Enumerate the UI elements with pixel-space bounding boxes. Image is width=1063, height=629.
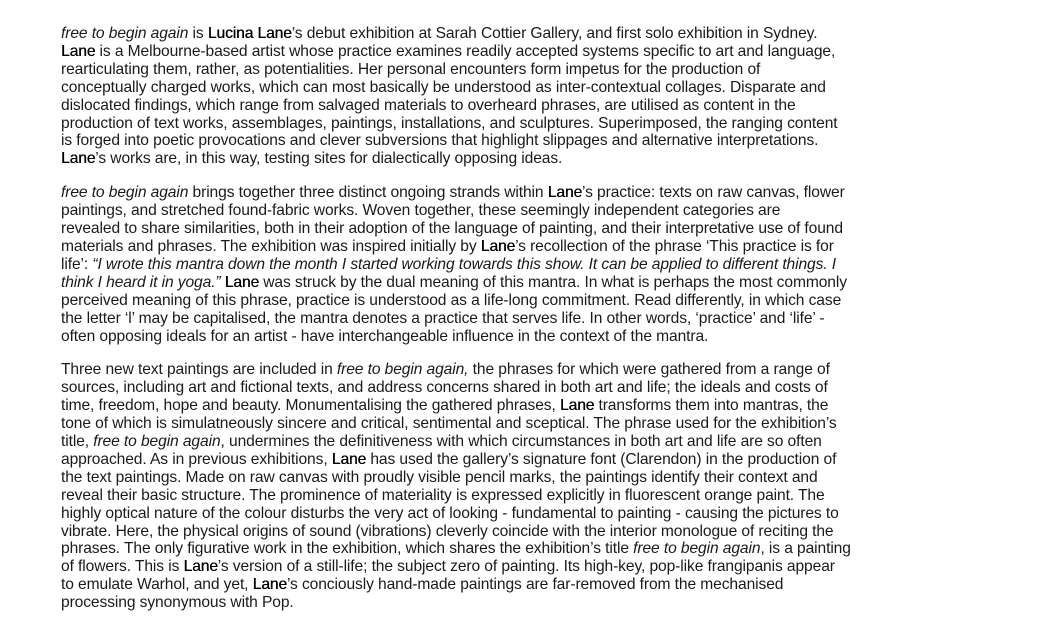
text-run: production of text works, assemblages, paintings, installations, and sculptures. Superimposed, the ranging content (61, 114, 838, 132)
text-line (61, 115, 1021, 133)
text-run: ’s version of a still-life; the subject zero of painting. Its high-key, pop-like frangipanis appear (217, 558, 835, 576)
text-line (61, 43, 1021, 61)
text-line (61, 523, 1021, 541)
text-line (61, 469, 1021, 487)
text-run: the text paintings. Made on raw canvas with proudly visible pencil marks, the paintings identify their context and (61, 468, 818, 486)
text-line (61, 397, 1021, 415)
text-run: transforms them into mantras, the (594, 397, 829, 415)
text-run: brings together three distinct ongoing strands within (188, 184, 548, 202)
text-line (61, 132, 1021, 150)
text-run: life’: (61, 255, 93, 273)
text-run: paintings, and stretched found-fabric works. Woven together, these seemingly independent categories are (61, 202, 781, 220)
text-line (61, 379, 1021, 397)
artist-name: Lucina Lane (207, 25, 292, 42)
text-line (61, 415, 1021, 433)
text-line (61, 292, 1021, 310)
text-run: conceptually charged works, which can most basically be understood as inter-contextual collages. Disparate and (61, 78, 826, 96)
artist-name: Lane (480, 237, 516, 255)
text-line (61, 256, 1021, 274)
text-run: sources, including art and fictional texts, and address concerns shared in both art and life; the ideals and costs of (61, 379, 828, 397)
text-line (61, 576, 1021, 594)
text-run: perceived meaning of this phrase, practice is understood as a life-long commitment. Read differently, in which case (61, 291, 842, 309)
text-run: materials and phrases. The exhibition was inspired initially by (61, 237, 481, 255)
text-run: is forged into poetic provocations and clever subversions that highlight slippages and alternative interpretations. (61, 132, 819, 150)
text-run: ’s debut exhibition at Sarah Cottier Gallery, and first solo exhibition in Sydney. (291, 25, 818, 42)
artist-name: Lane (252, 576, 287, 594)
text-run: rearticulating them, rather, as potentialities. Her personal encounters form impetus for the production of (61, 60, 761, 78)
text-line (61, 184, 1021, 202)
text-line (61, 79, 1021, 97)
italic-run: free to begin again (61, 25, 189, 42)
text-line (61, 238, 1021, 256)
text-run: ’s conciously hand-made paintings are far-removed from the mechanised (286, 576, 784, 594)
italic-run: free to begin again, (336, 361, 469, 379)
text-line (61, 451, 1021, 469)
text-run: phrases. The only figurative work in the exhibition, which shares the exhibition’s title (61, 540, 634, 558)
paragraph-intro (61, 25, 1021, 168)
text-run: the letter ‘l’ may be capitalised, the mantra denotes a practice that serves life. In other words, ‘practice’ and ‘life’ - (61, 309, 825, 327)
text-run: was struck by the dual meaning of this mantra. In what is perhaps the most commonly (259, 273, 847, 291)
text-run: is a Melbourne-based artist whose practice examines readily accepted systems specific to art and language, (95, 42, 836, 60)
text-line (61, 433, 1021, 451)
artist-name: Lane (331, 450, 367, 468)
text-run: title, (61, 433, 94, 451)
paragraph-strands (61, 184, 1021, 345)
text-run: ’s practice: texts on raw canvas, flower (582, 184, 845, 202)
italic-run: “I wrote this mantra down the month I started working towards this show. It can be applied to different things. I (92, 255, 837, 273)
text-run: vibrate. Here, the physical origins of sound (vibrations) cleverly coincide with the interior monologue of reciting the (61, 522, 834, 540)
artist-name: Lane (61, 42, 96, 60)
text-run: the phrases for which were gathered from a range of (468, 361, 830, 379)
italic-run: think I heard it in yoga.” (61, 273, 221, 291)
text-run: approached. As in previous exhibitions, (61, 450, 332, 468)
text-line (61, 594, 1021, 612)
text-run: , undermines the definitiveness with which circumstances in both art and life are so often (220, 433, 822, 451)
text-line (61, 150, 1021, 168)
text-run: ’s works are, in this way, testing sites for dialectically opposing ideas. (95, 150, 563, 168)
text-line (61, 310, 1021, 328)
text-run: , is a painting (760, 540, 851, 558)
italic-run: free to begin again (93, 433, 221, 451)
text-run: Three new text paintings are included in (61, 361, 337, 379)
text-line (61, 220, 1021, 238)
artist-name: Lane (547, 184, 583, 202)
exhibition-text (61, 25, 1021, 612)
text-line (61, 361, 1021, 379)
text-line (61, 487, 1021, 505)
paragraph-text-paintings (61, 361, 1021, 612)
text-run: dislocated findings, which range from salvaged materials to overheard phrases, are utilised as content in the (61, 96, 796, 114)
artist-name: Lane (61, 150, 96, 168)
text-run: reveal their basic structure. The prominence of materiality is expressed explicitly in fluorescent orange paint. The (61, 486, 825, 504)
text-run: is (188, 25, 208, 42)
text-run: of flowers. This is (61, 558, 184, 576)
text-run: tone of which is simulatneously sincere and critical, sentimental and sceptical. The phrase used for the exhibition’s (61, 415, 837, 433)
text-line (61, 328, 1021, 346)
text-run: has used the gallery’s signature font (Clarendon) in the production of (366, 450, 837, 468)
text-line (61, 202, 1021, 220)
text-run: to emulate Warhol, and yet, (61, 576, 253, 594)
text-run: processing synonymous with Pop. (61, 594, 294, 612)
text-line (61, 25, 1021, 43)
artist-name: Lane (224, 273, 260, 291)
text-run: highly optical nature of the colour disturbs the very act of looking - fundamental to painting - causing the pictures to (61, 504, 839, 522)
text-line (61, 61, 1021, 79)
text-run: ’s recollection of the phrase ‘This practice is for (515, 237, 834, 255)
artist-name: Lane (183, 558, 218, 576)
italic-run: free to begin again (633, 540, 761, 558)
artist-name: Lane (559, 397, 595, 415)
text-run: revealed to share similarities, both in their adoption of the language of painting, and their interpretative use of found (61, 220, 843, 238)
italic-run: free to begin again (61, 184, 189, 202)
text-run: often opposing ideals for an artist - have interchangeable influence in the context of the mantra. (61, 327, 709, 345)
text-run: time, freedom, hope and beauty. Monumentalising the gathered phrases, (61, 397, 560, 415)
text-line (61, 505, 1021, 523)
text-line (61, 558, 1021, 576)
text-line (61, 97, 1021, 115)
text-line (61, 540, 1021, 558)
text-line (61, 274, 1021, 292)
